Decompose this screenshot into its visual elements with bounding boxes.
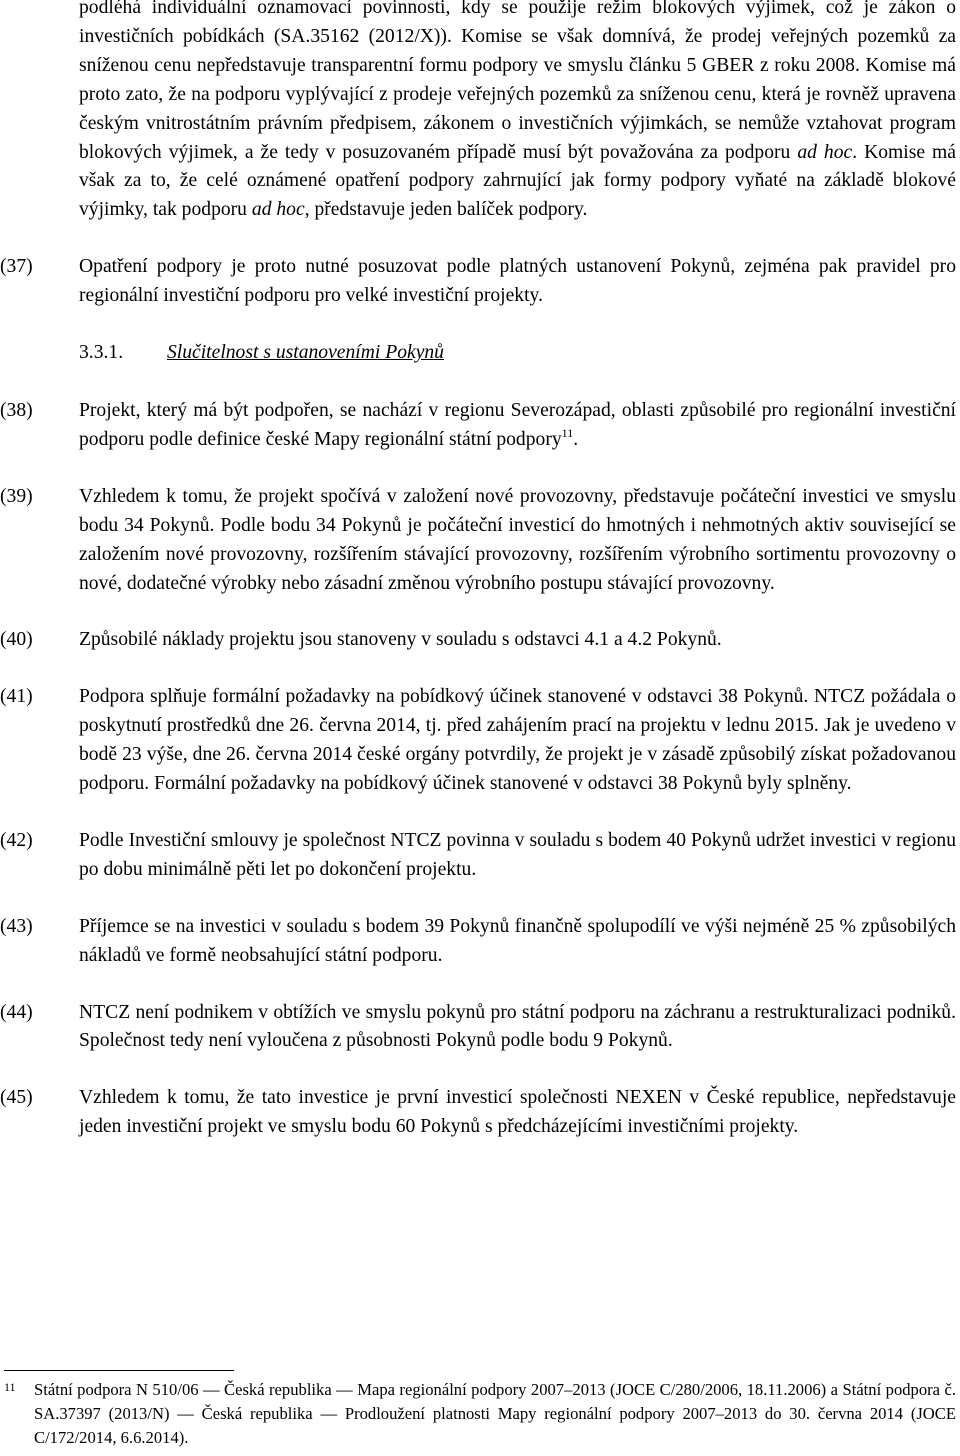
paragraph-text: Vzhledem k tomu, že projekt spočívá v založení nové provozovny, představuje počáteční investici ve smyslu bodu 34 Pokynů. Podle bodu 34 Pokynů je počáteční investicí do hmotných i nehmotných aktiv související se založením nové provozovny, rozšířením stávající provozovny, rozšířením výrobního sortimentu provozovny o nové, dodatečné výrobky nebo zásadní změnou výrobního postupu stávající provozovny. bbox=[79, 485, 956, 594]
footnote-11 bbox=[4, 1378, 956, 1450]
paragraph-42 bbox=[0, 827, 960, 885]
section-title: Slučitelnost s ustanoveními Pokynů bbox=[167, 342, 444, 364]
section-number: 3.3.1. bbox=[79, 342, 124, 364]
paragraph-text: Způsobilé náklady projektu jsou stanoveny v souladu s odstavci 4.1 a 4.2 Pokynů. bbox=[79, 629, 722, 651]
paragraph-40 bbox=[0, 626, 960, 655]
paragraph-45 bbox=[0, 1084, 960, 1142]
paragraph-text: Podpora splňuje formální požadavky na pobídkový účinek stanovené v odstavci 38 Pokynů. NTCZ požádala o poskytnutí prostředků dne 26. června 2014, tj. před zahájením prací na projektu v lednu 2015. Jak je uvedeno v bodě 23 výše, dne 26. června 2014 české orgány potvrdily, že projekt je v zásadě způsobilý získat požadovanou podporu. Formální požadavky na pobídkový účinek stanovené v odstavci 38 Pokynů byly splněny. bbox=[79, 686, 956, 795]
paragraph-number: (41) bbox=[0, 686, 33, 708]
paragraph-38-body: Projekt, který má být podpořen, se nachází v regionu Severozápad, oblasti způsobilé pro regionální investiční podporu podle definice české Mapy regionální státní podpory bbox=[79, 399, 956, 450]
paragraph-38-end: . bbox=[573, 428, 579, 450]
paragraph-text: NTCZ není podnikem v obtížích ve smyslu pokynů pro státní podporu na záchranu a restrukturalizaci podniků. Společnost tedy není vyloučena z působnosti Pokynů podle bodu 9 Pokynů. bbox=[79, 1001, 956, 1052]
paragraph-number: (37) bbox=[0, 256, 33, 278]
footnote-reference[interactable]: 11 bbox=[561, 425, 574, 440]
footnote-text: Státní podpora N 510/06 — Česká republika — Mapa regionální podpory 2007–2013 (JOCE C/280/2006, 18.11.2006) a Státní podpora č. SA.37397 (2013/N) — Česká republika — Prodloužení platnosti Mapy regionální podpory 2007–2013 do 30. června 2014 (JOCE C/172/2014, 6.6.2014). bbox=[34, 1380, 956, 1447]
paragraph-36-continuation bbox=[79, 0, 956, 225]
lead-text-3: . Komise má však za to, že celé oznámené opatření podpory zahrnující jak formy podpory vyňaté na základě blokové výjimky, tak podporu bbox=[79, 141, 956, 221]
paragraph-number: (39) bbox=[0, 485, 33, 507]
lead-text-5: , představuje jeden balíček podpory. bbox=[304, 199, 588, 221]
lead-text-1: podléhá individuální oznamovací povinnosti, kdy se použije režim blokových výjimek, což je zákon o investičních pobídkách (SA.35162 (2012/X)). Komise se však domnívá, že prodej veřejných pozemků za sníženou cenu nepředstavuje transparentní formu podpory ve smyslu článku 5 GBER z roku 2008. Komise má proto zato, že na podporu vyplývající z prodeje veřejných pozemků za sníženou cenu, která je rovněž upravena českým vnitrostátním právním předpisem, zákonem o investičních výjimkách, se nemůže vztahovat program blokových výjimek, a že tedy v posuzovaném případě musí být považována za podporu bbox=[79, 0, 956, 163]
paragraph-38 bbox=[0, 397, 960, 455]
paragraph-41 bbox=[0, 683, 960, 799]
lead-italic-ad-hoc-2: ad hoc bbox=[251, 199, 305, 221]
paragraph-text bbox=[79, 397, 956, 455]
paragraph-39 bbox=[0, 483, 960, 599]
paragraph-number: (38) bbox=[0, 399, 33, 421]
paragraph-number: (44) bbox=[0, 1001, 33, 1023]
paragraph-number: (40) bbox=[0, 629, 33, 651]
paragraph-text: Příjemce se na investici v souladu s bodem 39 Pokynů finančně spolupodílí ve výši nejméně 25 % způsobilých nákladů ve formě neobsahující státní podporu. bbox=[79, 915, 956, 966]
paragraph-43 bbox=[0, 913, 960, 971]
footnote-number: 11 bbox=[4, 1380, 16, 1394]
paragraph-text: Podle Investiční smlouvy je společnost NTCZ povinna v souladu s bodem 40 Pokynů udržet investici v regionu po dobu minimálně pěti let po dokončení projektu. bbox=[79, 829, 956, 880]
paragraph-44 bbox=[0, 999, 960, 1057]
paragraph-number: (43) bbox=[0, 915, 33, 937]
footnote-divider bbox=[4, 1370, 234, 1371]
paragraph-text: Vzhledem k tomu, že tato investice je první investicí společnosti NEXEN v České republice, nepředstavuje jeden investiční projekt ve smyslu bodu 60 Pokynů s předcházejícími investičními projekty. bbox=[79, 1087, 956, 1138]
paragraph-number: (45) bbox=[0, 1087, 33, 1109]
paragraph-text: Opatření podpory je proto nutné posuzovat podle platných ustanovení Pokynů, zejména pak pravidel pro regionální investiční podporu pro velké investiční projekty. bbox=[79, 256, 956, 307]
paragraph-37 bbox=[0, 253, 960, 311]
section-heading bbox=[79, 339, 960, 368]
lead-italic-ad-hoc-1: ad hoc bbox=[797, 141, 853, 163]
paragraph-number: (42) bbox=[0, 829, 33, 851]
